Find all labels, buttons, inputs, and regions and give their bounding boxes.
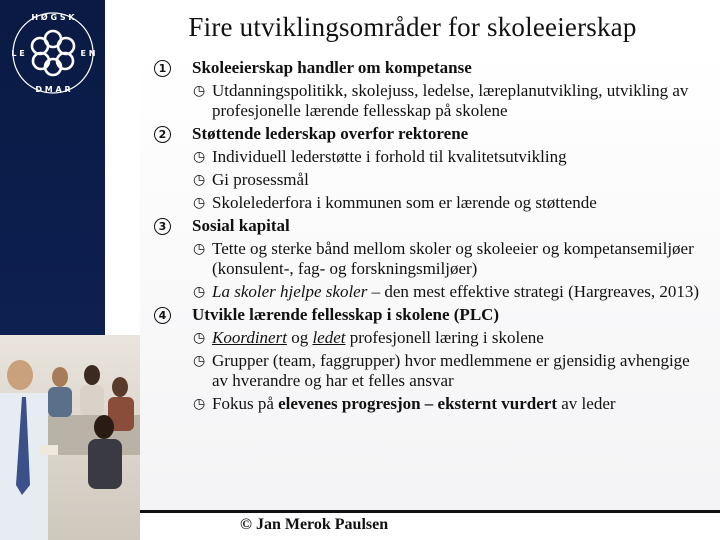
svg-text:H Ø G S K: H Ø G S K [31,13,75,22]
sub-bullet-text: Skolelederfora i kommunen som er lærende og støttende [212,193,597,212]
sub-bullet-text: Fokus på [212,394,279,413]
svg-text:E N: E N [80,49,96,58]
sub-bullet-text: og [286,328,313,347]
sub-bullet [148,351,708,391]
clock-bullet-icon: ◷ [193,330,206,346]
number-badge: 4 [154,307,171,324]
bullet-label: Skoleeierskap handler om kompetanse [192,58,472,77]
footer-bar [140,513,720,540]
sub-bullet [148,193,708,213]
sub-bullet [148,394,708,414]
sub-bullet-text: profesjonell læring i skolene [345,328,544,347]
clock-bullet-icon: ◷ [193,83,206,99]
sub-bullet-text: – den mest effektive strategi (Hargreaves, 2013) [367,282,700,301]
clock-bullet-icon: ◷ [193,195,206,211]
sub-bullet-text: av leder [557,394,616,413]
clock-bullet-icon: ◷ [193,396,206,412]
bullet-label: Utvikle lærende fellesskap i skolene (PLC) [192,305,500,324]
sub-bullet [148,81,708,121]
sub-bullet [148,170,708,190]
footer-copyright: © Jan Merok Paulsen [240,516,389,533]
sub-bullet-text: Tette og sterke bånd mellom skoler og skoleeier og kompetansemiljøer (konsulent-, fag- og forskningsmiljøer) [212,239,694,278]
sub-bullet-text: Utdanningspolitikk, skolejuss, ledelse, læreplanutvikling, utvikling av profesjonelle lærende fellesskap på skolene [212,81,689,120]
svg-text:D M A R: D M A R [35,85,71,94]
clock-bullet-icon: ◷ [193,353,206,369]
bullet-item [148,216,708,236]
clock-bullet-icon: ◷ [193,149,206,165]
sub-bullet-text: Gi prosessmål [212,170,309,189]
svg-text:L E: L E [11,49,25,58]
logo-icon [8,8,98,98]
slide-title: Fire utviklingsområder for skoleeierskap [188,12,637,42]
sub-bullet-text: Grupper (team, faggrupper) hvor medlemmene er gjensidig avhengige av hverandre og har et felles ansvar [212,351,690,390]
clock-bullet-icon: ◷ [193,241,206,257]
sub-bullet-italic: La skoler hjelpe skoler [212,282,368,301]
number-badge: 2 [154,126,171,143]
sub-bullet-underlined: Koordinert [212,328,287,347]
sub-bullet-text: Individuell lederstøtte i forhold til kvalitetsutvikling [212,147,567,166]
bullet-label: Sosial kapital [192,216,290,235]
bullet-item [148,305,708,325]
sub-bullet [148,282,708,302]
sub-bullet-underlined: ledet [312,328,346,347]
sub-bullet [148,147,708,167]
people-photo [0,335,140,540]
sub-bullet [148,239,708,279]
bullet-item [148,124,708,144]
sub-bullet-bold: elevenes progresjon – eksternt vurdert [278,394,557,413]
bullet-label: Støttende lederskap overfor rektorene [192,124,469,143]
number-badge: 3 [154,218,171,235]
bullet-list [148,58,708,414]
clock-bullet-icon: ◷ [193,284,206,300]
sub-bullet [148,328,708,348]
clock-bullet-icon: ◷ [193,172,206,188]
number-badge: 1 [154,60,171,77]
bullet-item [148,58,708,78]
